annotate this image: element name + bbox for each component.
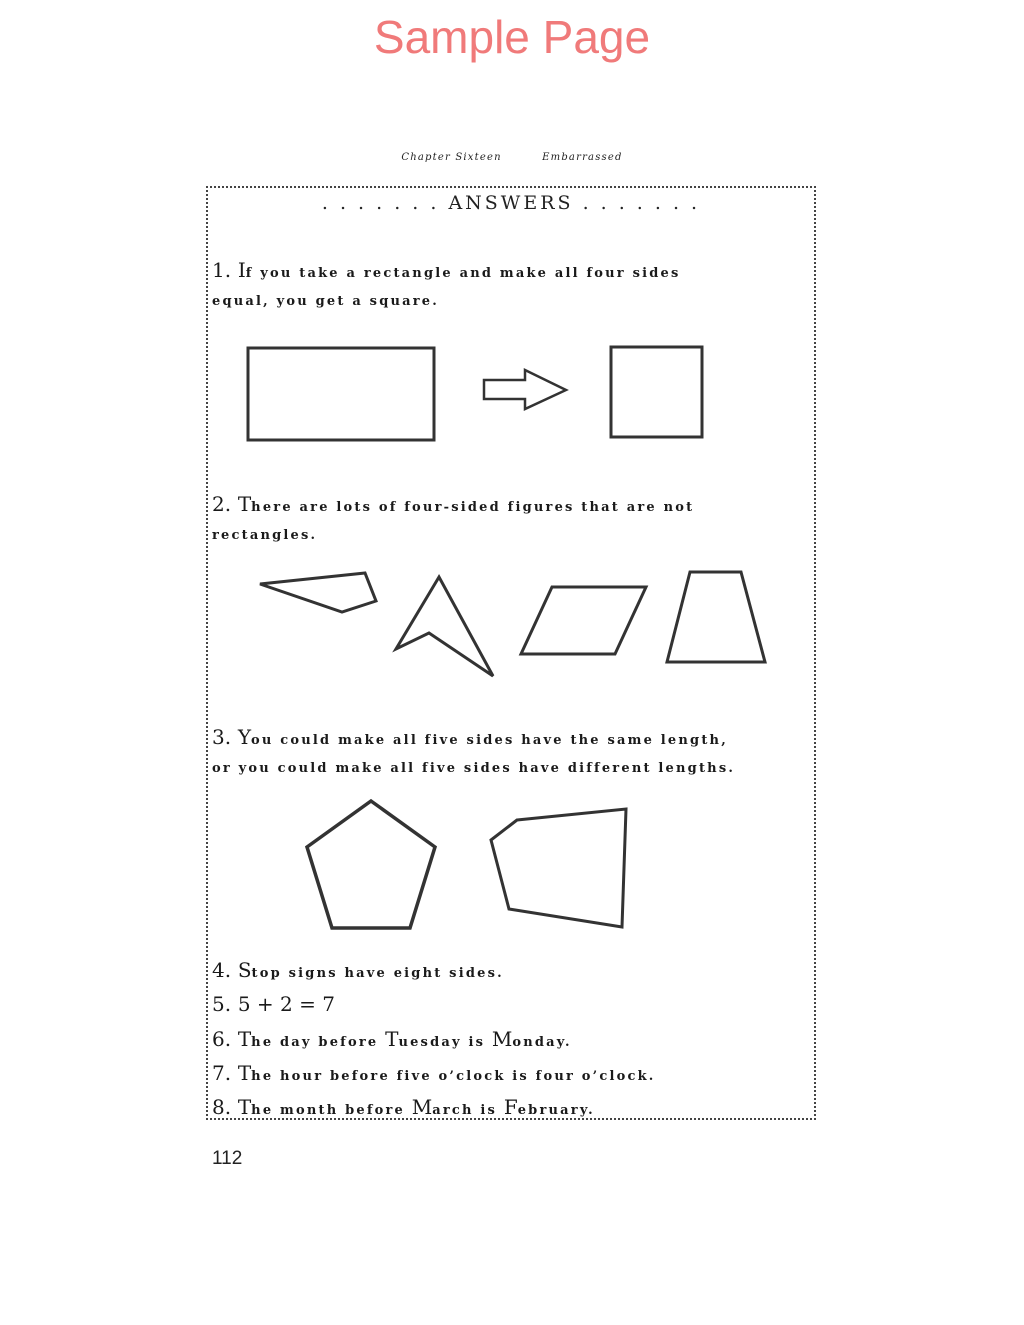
answer-4-text: top signs have eight sides. (251, 966, 504, 981)
answers-heading: . . . . . . . ANSWERS . . . . . . . (321, 192, 701, 214)
regular-pentagon-figure (307, 801, 435, 928)
irregular-quadrilateral-figure (260, 573, 376, 612)
answer-2-number: 2. (212, 492, 232, 516)
parallelogram-figure (521, 587, 646, 654)
answer-2-initial: T (237, 492, 252, 516)
answer-1-text-line2: equal, you get a square. (212, 294, 439, 309)
answer-8-initial-2: M (411, 1095, 433, 1119)
answer-4-initial: S (237, 958, 252, 982)
page-number: 112 (212, 1148, 243, 1169)
irregular-pentagon-figure (491, 809, 626, 927)
answer-6-text-3: onday. (512, 1035, 572, 1050)
answer-8-initial: T (237, 1095, 252, 1119)
answer-3-number: 3. (212, 725, 232, 749)
rectangle-figure (248, 348, 434, 440)
answer-6-number: 6. (212, 1027, 232, 1051)
answer-6-text-2: uesday is (398, 1035, 492, 1050)
chapter-label: Chapter Sixteen (401, 152, 502, 163)
answer-7-number: 7. (212, 1061, 232, 1085)
answer-5-number: 5. (212, 992, 232, 1016)
answer-2-text: here are lots of four-sided figures that are not (251, 500, 695, 515)
answer-1-initial: I (237, 258, 246, 282)
answer-8-text-2: arch is (432, 1103, 504, 1118)
answer-6-text: he day before (251, 1035, 386, 1050)
trapezoid-figure (667, 572, 765, 662)
answer-6-initial: T (237, 1027, 252, 1051)
arrowhead-quadrilateral-figure (396, 577, 493, 676)
answer-7-initial: T (237, 1061, 252, 1085)
answer-1-number: 1. (212, 258, 232, 282)
answer-6-initial-3: M (491, 1027, 513, 1051)
answer-8-text-3: ebruary. (517, 1103, 595, 1118)
answer-1-text: f you take a rectangle and make all four sides (245, 266, 681, 281)
arrow-figure (484, 370, 566, 409)
answer-8-number: 8. (212, 1095, 232, 1119)
answer-8-text: he month before (251, 1103, 412, 1118)
answer-7-text: he hour before five o’clock is four o’clock. (251, 1069, 656, 1084)
answer-3-text-line2: or you could make all five sides have different lengths. (212, 761, 736, 776)
sample-page-watermark: Sample Page (373, 11, 651, 63)
chapter-title: Embarrassed (542, 152, 623, 163)
square-figure (611, 347, 702, 437)
answer-3-initial: Y (237, 725, 252, 749)
answer-3-text: ou could make all five sides have the same length, (251, 733, 728, 748)
answer-2-text-line2: rectangles. (212, 528, 318, 543)
answer-4-number: 4. (212, 958, 232, 982)
answer-6-initial-2: T (385, 1027, 399, 1051)
answer-8-initial-3: F (503, 1095, 518, 1119)
answer-5-equation: 5 + 2 = 7 (237, 992, 335, 1016)
